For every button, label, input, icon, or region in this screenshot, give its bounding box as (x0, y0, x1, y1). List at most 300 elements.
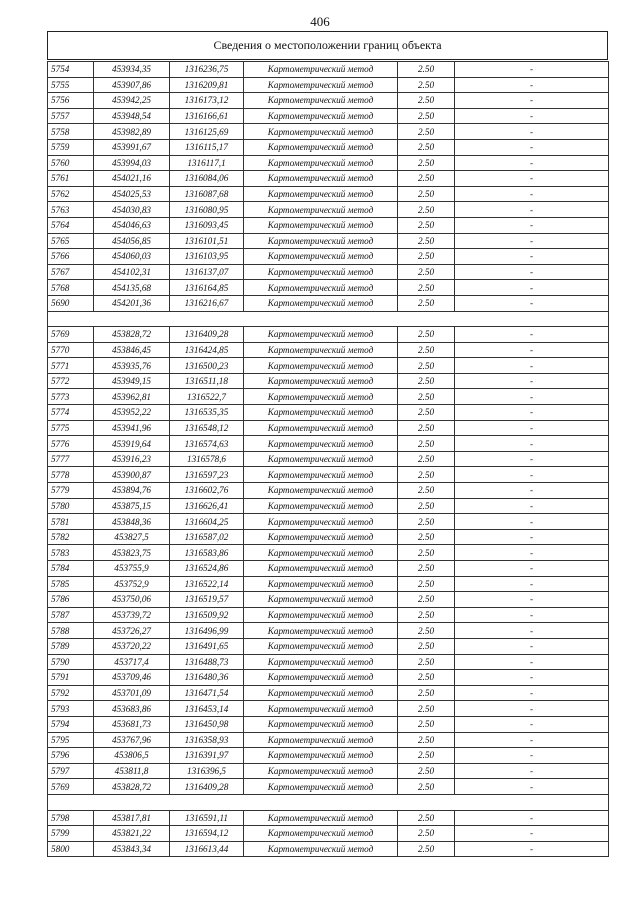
point-number-cell: 5790 (48, 654, 94, 670)
x-coordinate-cell: 453683,86 (94, 701, 170, 717)
point-number-cell: 5769 (48, 779, 94, 795)
table-row (48, 545, 609, 561)
description-cell: - (455, 280, 609, 296)
table-row (48, 93, 609, 109)
precision-cell: 2.50 (398, 638, 455, 654)
description-cell: - (455, 155, 609, 171)
method-cell: Картометрический метод (244, 732, 398, 748)
x-coordinate-cell: 453948,54 (94, 108, 170, 124)
description-cell: - (455, 716, 609, 732)
y-coordinate-cell: 1316511,18 (170, 373, 244, 389)
x-coordinate-cell: 453894,76 (94, 483, 170, 499)
x-coordinate-cell: 453681,73 (94, 716, 170, 732)
method-cell: Картометрический метод (244, 529, 398, 545)
table-row (48, 561, 609, 577)
method-cell: Картометрический метод (244, 62, 398, 78)
description-cell: - (455, 810, 609, 826)
table-row (48, 405, 609, 421)
x-coordinate-cell: 453982,89 (94, 124, 170, 140)
method-cell: Картометрический метод (244, 389, 398, 405)
precision-cell: 2.50 (398, 748, 455, 764)
description-cell: - (455, 124, 609, 140)
table-row (48, 716, 609, 732)
precision-cell: 2.50 (398, 295, 455, 311)
point-number-cell: 5778 (48, 467, 94, 483)
table-row (48, 451, 609, 467)
point-number-cell: 5783 (48, 545, 94, 561)
description-cell: - (455, 529, 609, 545)
description-cell: - (455, 748, 609, 764)
table-row (48, 701, 609, 717)
table-title: Сведения о местоположении границ объекта (213, 38, 442, 52)
method-cell: Картометрический метод (244, 826, 398, 842)
point-number-cell: 5771 (48, 358, 94, 374)
description-cell: - (455, 342, 609, 358)
table-row (48, 467, 609, 483)
method-cell: Картометрический метод (244, 592, 398, 608)
x-coordinate-cell: 454135,68 (94, 280, 170, 296)
x-coordinate-cell: 453934,35 (94, 62, 170, 78)
method-cell: Картометрический метод (244, 77, 398, 93)
y-coordinate-cell: 1316101,51 (170, 233, 244, 249)
method-cell: Картометрический метод (244, 748, 398, 764)
x-coordinate-cell: 453949,15 (94, 373, 170, 389)
x-coordinate-cell: 453739,72 (94, 607, 170, 623)
table-row (48, 483, 609, 499)
point-number-cell: 5785 (48, 576, 94, 592)
description-cell: - (455, 732, 609, 748)
table-row (48, 576, 609, 592)
table-row (48, 607, 609, 623)
point-number-cell: 5787 (48, 607, 94, 623)
method-cell: Картометрический метод (244, 93, 398, 109)
y-coordinate-cell: 1316591,11 (170, 810, 244, 826)
x-coordinate-cell: 453767,96 (94, 732, 170, 748)
table-row (48, 436, 609, 452)
method-cell: Картометрический метод (244, 155, 398, 171)
method-cell: Картометрический метод (244, 514, 398, 530)
precision-cell: 2.50 (398, 62, 455, 78)
section-separator-row (48, 794, 609, 810)
y-coordinate-cell: 1316519,57 (170, 592, 244, 608)
method-cell: Картометрический метод (244, 498, 398, 514)
table-row (48, 685, 609, 701)
table-row (48, 108, 609, 124)
point-number-cell: 5777 (48, 451, 94, 467)
point-number-cell: 5755 (48, 77, 94, 93)
precision-cell: 2.50 (398, 561, 455, 577)
description-cell: - (455, 405, 609, 421)
precision-cell: 2.50 (398, 779, 455, 795)
description-cell: - (455, 779, 609, 795)
table-row (48, 623, 609, 639)
description-cell: - (455, 389, 609, 405)
point-number-cell: 5797 (48, 763, 94, 779)
precision-cell: 2.50 (398, 139, 455, 155)
point-number-cell: 5799 (48, 826, 94, 842)
precision-cell: 2.50 (398, 685, 455, 701)
method-cell: Картометрический метод (244, 763, 398, 779)
precision-cell: 2.50 (398, 405, 455, 421)
x-coordinate-cell: 453942,25 (94, 93, 170, 109)
y-coordinate-cell: 1316087,68 (170, 186, 244, 202)
table-row (48, 217, 609, 233)
precision-cell: 2.50 (398, 93, 455, 109)
description-cell: - (455, 436, 609, 452)
table-row (48, 342, 609, 358)
point-number-cell: 5772 (48, 373, 94, 389)
y-coordinate-cell: 1316173,12 (170, 93, 244, 109)
description-cell: - (455, 77, 609, 93)
precision-cell: 2.50 (398, 467, 455, 483)
method-cell: Картометрический метод (244, 186, 398, 202)
point-number-cell: 5763 (48, 202, 94, 218)
point-number-cell: 5788 (48, 623, 94, 639)
method-cell: Картометрический метод (244, 295, 398, 311)
section-separator-row (48, 311, 609, 327)
x-coordinate-cell: 453991,67 (94, 139, 170, 155)
description-cell: - (455, 763, 609, 779)
table-row (48, 748, 609, 764)
table-row (48, 139, 609, 155)
description-cell: - (455, 171, 609, 187)
y-coordinate-cell: 1316491,65 (170, 638, 244, 654)
x-coordinate-cell: 454030,83 (94, 202, 170, 218)
table-row (48, 327, 609, 343)
y-coordinate-cell: 1316216,67 (170, 295, 244, 311)
table-header (47, 31, 608, 60)
point-number-cell: 5800 (48, 841, 94, 857)
precision-cell: 2.50 (398, 810, 455, 826)
point-number-cell: 5793 (48, 701, 94, 717)
method-cell: Картометрический метод (244, 810, 398, 826)
method-cell: Картометрический метод (244, 685, 398, 701)
description-cell: - (455, 561, 609, 577)
method-cell: Картометрический метод (244, 779, 398, 795)
x-coordinate-cell: 453823,75 (94, 545, 170, 561)
point-number-cell: 5780 (48, 498, 94, 514)
description-cell: - (455, 139, 609, 155)
description-cell: - (455, 576, 609, 592)
point-number-cell: 5754 (48, 62, 94, 78)
point-number-cell: 5765 (48, 233, 94, 249)
point-number-cell: 5794 (48, 716, 94, 732)
coordinates-table (47, 61, 609, 857)
y-coordinate-cell: 1316453,14 (170, 701, 244, 717)
point-number-cell: 5758 (48, 124, 94, 140)
table-row (48, 638, 609, 654)
point-number-cell: 5764 (48, 217, 94, 233)
description-cell: - (455, 420, 609, 436)
point-number-cell: 5768 (48, 280, 94, 296)
table-row (48, 264, 609, 280)
precision-cell: 2.50 (398, 124, 455, 140)
table-row (48, 358, 609, 374)
description-cell: - (455, 685, 609, 701)
y-coordinate-cell: 1316396,5 (170, 763, 244, 779)
precision-cell: 2.50 (398, 732, 455, 748)
precision-cell: 2.50 (398, 373, 455, 389)
table-row (48, 841, 609, 857)
y-coordinate-cell: 1316236,75 (170, 62, 244, 78)
y-coordinate-cell: 1316604,25 (170, 514, 244, 530)
precision-cell: 2.50 (398, 342, 455, 358)
point-number-cell: 5775 (48, 420, 94, 436)
method-cell: Картометрический метод (244, 561, 398, 577)
x-coordinate-cell: 453962,81 (94, 389, 170, 405)
x-coordinate-cell: 453720,22 (94, 638, 170, 654)
point-number-cell: 5759 (48, 139, 94, 155)
precision-cell: 2.50 (398, 654, 455, 670)
y-coordinate-cell: 1316125,69 (170, 124, 244, 140)
y-coordinate-cell: 1316522,7 (170, 389, 244, 405)
method-cell: Картометрический метод (244, 670, 398, 686)
method-cell: Картометрический метод (244, 108, 398, 124)
method-cell: Картометрический метод (244, 701, 398, 717)
table-row (48, 186, 609, 202)
precision-cell: 2.50 (398, 358, 455, 374)
precision-cell: 2.50 (398, 217, 455, 233)
point-number-cell: 5769 (48, 327, 94, 343)
table-row (48, 171, 609, 187)
precision-cell: 2.50 (398, 514, 455, 530)
x-coordinate-cell: 453806,5 (94, 748, 170, 764)
description-cell: - (455, 451, 609, 467)
precision-cell: 2.50 (398, 77, 455, 93)
point-number-cell: 5766 (48, 249, 94, 265)
x-coordinate-cell: 453821,22 (94, 826, 170, 842)
point-number-cell: 5782 (48, 529, 94, 545)
y-coordinate-cell: 1316574,63 (170, 436, 244, 452)
y-coordinate-cell: 1316587,02 (170, 529, 244, 545)
y-coordinate-cell: 1316496,99 (170, 623, 244, 639)
method-cell: Картометрический метод (244, 405, 398, 421)
description-cell: - (455, 607, 609, 623)
description-cell: - (455, 654, 609, 670)
y-coordinate-cell: 1316103,95 (170, 249, 244, 265)
y-coordinate-cell: 1316500,23 (170, 358, 244, 374)
y-coordinate-cell: 1316488,73 (170, 654, 244, 670)
y-coordinate-cell: 1316409,28 (170, 779, 244, 795)
x-coordinate-cell: 453994,03 (94, 155, 170, 171)
y-coordinate-cell: 1316626,41 (170, 498, 244, 514)
x-coordinate-cell: 454102,31 (94, 264, 170, 280)
precision-cell: 2.50 (398, 483, 455, 499)
description-cell: - (455, 514, 609, 530)
table-row (48, 779, 609, 795)
method-cell: Картометрический метод (244, 171, 398, 187)
method-cell: Картометрический метод (244, 716, 398, 732)
precision-cell: 2.50 (398, 233, 455, 249)
precision-cell: 2.50 (398, 264, 455, 280)
y-coordinate-cell: 1316522,14 (170, 576, 244, 592)
method-cell: Картометрический метод (244, 264, 398, 280)
point-number-cell: 5773 (48, 389, 94, 405)
y-coordinate-cell: 1316594,12 (170, 826, 244, 842)
method-cell: Картометрический метод (244, 467, 398, 483)
y-coordinate-cell: 1316424,85 (170, 342, 244, 358)
x-coordinate-cell: 453875,15 (94, 498, 170, 514)
y-coordinate-cell: 1316117,1 (170, 155, 244, 171)
point-number-cell: 5756 (48, 93, 94, 109)
y-coordinate-cell: 1316358,93 (170, 732, 244, 748)
x-coordinate-cell: 453848,36 (94, 514, 170, 530)
table-row (48, 124, 609, 140)
x-coordinate-cell: 454021,16 (94, 171, 170, 187)
precision-cell: 2.50 (398, 670, 455, 686)
point-number-cell: 5781 (48, 514, 94, 530)
section-separator-cell (48, 311, 609, 327)
precision-cell: 2.50 (398, 701, 455, 717)
point-number-cell: 5798 (48, 810, 94, 826)
x-coordinate-cell: 453717,4 (94, 654, 170, 670)
point-number-cell: 5776 (48, 436, 94, 452)
method-cell: Картометрический метод (244, 233, 398, 249)
x-coordinate-cell: 453828,72 (94, 327, 170, 343)
table-row (48, 389, 609, 405)
y-coordinate-cell: 1316509,92 (170, 607, 244, 623)
method-cell: Картометрический метод (244, 249, 398, 265)
y-coordinate-cell: 1316093,45 (170, 217, 244, 233)
method-cell: Картометрический метод (244, 202, 398, 218)
method-cell: Картометрический метод (244, 280, 398, 296)
point-number-cell: 5796 (48, 748, 94, 764)
precision-cell: 2.50 (398, 763, 455, 779)
x-coordinate-cell: 454201,36 (94, 295, 170, 311)
point-number-cell: 5760 (48, 155, 94, 171)
y-coordinate-cell: 1316535,35 (170, 405, 244, 421)
precision-cell: 2.50 (398, 841, 455, 857)
precision-cell: 2.50 (398, 108, 455, 124)
method-cell: Картометрический метод (244, 545, 398, 561)
point-number-cell: 5779 (48, 483, 94, 499)
description-cell: - (455, 592, 609, 608)
table-row (48, 592, 609, 608)
table-row (48, 373, 609, 389)
precision-cell: 2.50 (398, 202, 455, 218)
x-coordinate-cell: 454046,63 (94, 217, 170, 233)
method-cell: Картометрический метод (244, 654, 398, 670)
description-cell: - (455, 373, 609, 389)
x-coordinate-cell: 453952,22 (94, 405, 170, 421)
x-coordinate-cell: 454056,85 (94, 233, 170, 249)
y-coordinate-cell: 1316450,98 (170, 716, 244, 732)
precision-cell: 2.50 (398, 529, 455, 545)
description-cell: - (455, 841, 609, 857)
y-coordinate-cell: 1316597,23 (170, 467, 244, 483)
y-coordinate-cell: 1316578,6 (170, 451, 244, 467)
x-coordinate-cell: 453701,09 (94, 685, 170, 701)
table-row (48, 670, 609, 686)
x-coordinate-cell: 453846,45 (94, 342, 170, 358)
description-cell: - (455, 701, 609, 717)
description-cell: - (455, 295, 609, 311)
method-cell: Картометрический метод (244, 124, 398, 140)
method-cell: Картометрический метод (244, 483, 398, 499)
precision-cell: 2.50 (398, 389, 455, 405)
precision-cell: 2.50 (398, 420, 455, 436)
y-coordinate-cell: 1316391,97 (170, 748, 244, 764)
table-row (48, 280, 609, 296)
x-coordinate-cell: 453843,34 (94, 841, 170, 857)
description-cell: - (455, 327, 609, 343)
table-row (48, 498, 609, 514)
description-cell: - (455, 498, 609, 514)
y-coordinate-cell: 1316084,06 (170, 171, 244, 187)
y-coordinate-cell: 1316164,85 (170, 280, 244, 296)
point-number-cell: 5784 (48, 561, 94, 577)
description-cell: - (455, 467, 609, 483)
x-coordinate-cell: 453817,81 (94, 810, 170, 826)
description-cell: - (455, 62, 609, 78)
y-coordinate-cell: 1316209,81 (170, 77, 244, 93)
y-coordinate-cell: 1316583,86 (170, 545, 244, 561)
y-coordinate-cell: 1316471,54 (170, 685, 244, 701)
table-row (48, 732, 609, 748)
point-number-cell: 5690 (48, 295, 94, 311)
precision-cell: 2.50 (398, 436, 455, 452)
description-cell: - (455, 233, 609, 249)
table-row (48, 295, 609, 311)
precision-cell: 2.50 (398, 716, 455, 732)
method-cell: Картометрический метод (244, 623, 398, 639)
x-coordinate-cell: 453811,8 (94, 763, 170, 779)
y-coordinate-cell: 1316602,76 (170, 483, 244, 499)
y-coordinate-cell: 1316166,61 (170, 108, 244, 124)
description-cell: - (455, 249, 609, 265)
y-coordinate-cell: 1316613,44 (170, 841, 244, 857)
x-coordinate-cell: 453935,76 (94, 358, 170, 374)
point-number-cell: 5762 (48, 186, 94, 202)
description-cell: - (455, 186, 609, 202)
coordinates-table-body (48, 62, 609, 857)
x-coordinate-cell: 453726,27 (94, 623, 170, 639)
x-coordinate-cell: 453750,06 (94, 592, 170, 608)
y-coordinate-cell: 1316115,17 (170, 139, 244, 155)
description-cell: - (455, 670, 609, 686)
x-coordinate-cell: 453827,5 (94, 529, 170, 545)
point-number-cell: 5795 (48, 732, 94, 748)
precision-cell: 2.50 (398, 249, 455, 265)
point-number-cell: 5757 (48, 108, 94, 124)
table-row (48, 514, 609, 530)
point-number-cell: 5774 (48, 405, 94, 421)
x-coordinate-cell: 453941,96 (94, 420, 170, 436)
method-cell: Картометрический метод (244, 342, 398, 358)
table-row (48, 249, 609, 265)
precision-cell: 2.50 (398, 545, 455, 561)
method-cell: Картометрический метод (244, 451, 398, 467)
description-cell: - (455, 826, 609, 842)
description-cell: - (455, 638, 609, 654)
method-cell: Картометрический метод (244, 638, 398, 654)
point-number-cell: 5761 (48, 171, 94, 187)
point-number-cell: 5767 (48, 264, 94, 280)
page-number: 406 (310, 14, 330, 29)
precision-cell: 2.50 (398, 186, 455, 202)
point-number-cell: 5791 (48, 670, 94, 686)
table-row (48, 155, 609, 171)
method-cell: Картометрический метод (244, 436, 398, 452)
table-row (48, 62, 609, 78)
table-row (48, 826, 609, 842)
x-coordinate-cell: 453916,23 (94, 451, 170, 467)
point-number-cell: 5786 (48, 592, 94, 608)
y-coordinate-cell: 1316524,86 (170, 561, 244, 577)
description-cell: - (455, 93, 609, 109)
x-coordinate-cell: 454060,03 (94, 249, 170, 265)
description-cell: - (455, 264, 609, 280)
